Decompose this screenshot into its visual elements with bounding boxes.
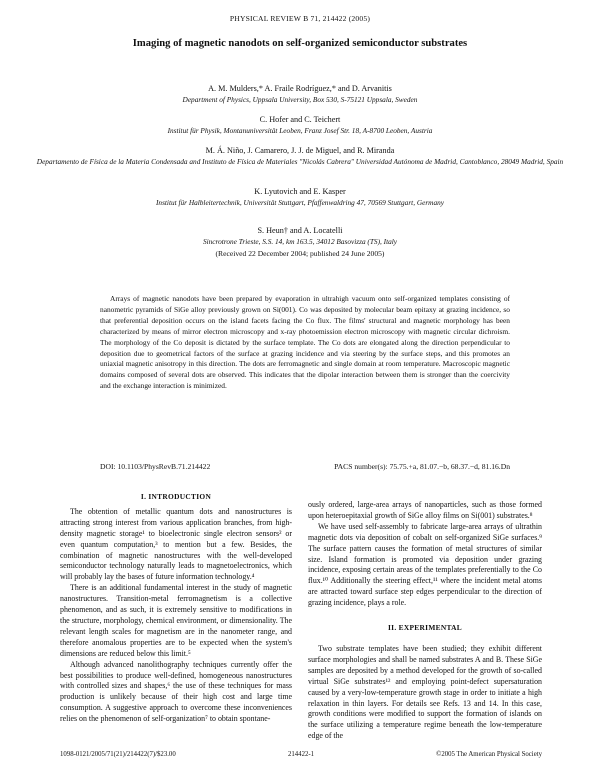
abstract: Arrays of magnetic nanodots have been prepared by evaporation in ultrahigh vacuum onto self-organized templates consisting of nanometric pyramids of SiGe alloy previously grown on Si(001). Co was deposited by molecular beam epitaxy at grazing incidence, so that preferential deposition occurs on the island facets facing the Co flux. The films' structural and magnetic morphology has been characterized by means of mirror electron microscopy and x-ray photoemission electron microscopy with magnetic circular dichroism. The morphology of the Co deposit is dictated by the surface template. The Co dots are elongated along the direction perpendicular to deposition due to geometrical factors of the surface at grazing incidence and via steering by the surface steps, and this promotes an uniaxial magnetic anisotropy in this direction. The dots are ferromagnetic and single domain at room temperature. Macroscopic magnetic domains composed of several dots are observed. This indicates that the dipolar interaction between them is stronger than the coercivity and the exchange interaction is minimized. [100, 294, 510, 391]
section-heading-introduction: I. INTRODUCTION [140, 492, 212, 501]
left-column [60, 492, 292, 725]
received-dates: (Received 22 December 2004; published 24 June 2005) [215, 249, 385, 258]
paragraph: ously ordered, large-area arrays of nanoparticles, such as those formed upon heteroepitaxial growth of SiGe alloy films on Si(001) substrates.⁸ [308, 500, 542, 520]
affiliation-2: Institut für Physik, Montanuniversität Leoben, Franz Josef Str. 18, A-8700 Leoben, Austria [167, 126, 433, 135]
doi[interactable]: DOI: 10.1103/PhysRevB.71.214422 [100, 462, 211, 471]
affiliation-3: Departamento de Física de la Materia Condensada and Instituto de Física de Materiales "Nicolás Cabrera" Universidad Autónoma de Madrid, Cantoblanco, 28049 Madrid, Spain [36, 157, 564, 166]
paragraph: Two substrate templates have been studied; they exhibit different surface morphologies and shall be named substrates A and B. These SiGe samples are deposited by a method developed for the growth of so-called virtual SiGe substrates¹² and employing point-defect supersaturation caused by a very-low-temperature growth stage in order to initiate a high relaxation in thin layers. For details see Refs. 13 and 14. In this case, growth conditions were modified to support the formation of islands on the surface utilizing a temperature regime beneath the low-temperature edge of the [308, 643, 542, 741]
copyright: ©2005 The American Physical Society [436, 751, 542, 758]
author-group-1: A. M. Mulders,* A. Fraile Rodríguez,* and D. Arvanitis [208, 84, 392, 93]
paragraph: There is an additional fundamental interest in the study of magnetic nanostructures. Transition-metal ferromagnetism is a collective phenomenon, and as such, it is extremely sensitive to modifications in the structure, morphology, chemical environment, or dimensionality. The relevant length scales for magnetism are in the nanometer range, and therefore anomalous properties are to be expected when the system's dimensions are reduced below this limit.⁵ [60, 583, 292, 658]
pacs-numbers: PACS number(s): 75.75.+a, 81.07.−b, 68.37.−d, 81.16.Dn [334, 462, 510, 471]
author-group-3: M. Á. Niño, J. Camarero, J. J. de Miguel, and R. Miranda [205, 146, 395, 155]
page-number: 214422-1 [287, 751, 315, 758]
affiliation-4: Institut für Halbleitertechnik, Universität Stuttgart, Pfaffenwaldring 47, 70569 Stuttgart, Germany [155, 198, 444, 207]
author-group-5: S. Heun† and A. Locatelli [257, 226, 343, 235]
author-group-4: K. Lyutovich and E. Kasper [254, 187, 346, 196]
doi-pacs-line [100, 462, 510, 471]
paragraph: We have used self-assembly to fabricate large-area arrays of ultrathin magnetic dots via deposition of cobalt on self-organized SiGe surfaces.⁹ The surface pattern causes the formation of metal structures of similar size. Island formation is promoted via deposition under grazing incidence, exposing certain areas of the templates preferentially to the Co flux.¹⁰ Additionally the steering effect,¹¹ where the incident metal atoms are attracted toward surface step edges perpendicular to the direction of grazing incidence, plays a role. [308, 521, 542, 608]
running-head: PHYSICAL REVIEW B 71, 214422 (2005) [229, 14, 371, 23]
footer-identifier: 1098-0121/2005/71(21)/214422(7)/$23.00 [60, 751, 176, 758]
paragraph: The obtention of metallic quantum dots and nanostructures is attracting strong interest from various application branches, from high-density magnetic storage¹ to bioelectronic single electron sensors² or even quantum computation,³ to mention but a few. Besides, the combination of magnetic nanostructures with the well-developed semiconductor technology naturally leads to magnetoelectronics, which will probably lay the bases of future information technology.⁴ [60, 506, 292, 582]
section-heading-experimental: II. EXPERIMENTAL [387, 623, 463, 633]
author-group-2: C. Hofer and C. Teichert [259, 115, 341, 124]
right-column [308, 500, 542, 742]
affiliation-1: Department of Physics, Uppsala University, Box 530, S-75121 Uppsala, Sweden [182, 95, 418, 104]
page-footer [60, 751, 542, 758]
paper-title: Imaging of magnetic nanodots on self-organized semiconductor substrates [132, 38, 468, 49]
paragraph: Although advanced nanolithography techniques currently offer the best possibilities to produce well-defined, homogeneous nanostructures with controlled sizes and shapes,⁶ the use of these techniques for mass production is unlikely because of their high cost and large time consumption. A suggestive approach to overcome these inconveniences relies on the phenomenon of self-organization⁷ to obtain spontane- [60, 659, 292, 724]
affiliation-5: Sincrotrone Trieste, S.S. 14, km 163.5, 34012 Basovizza (TS), Italy [202, 237, 398, 246]
